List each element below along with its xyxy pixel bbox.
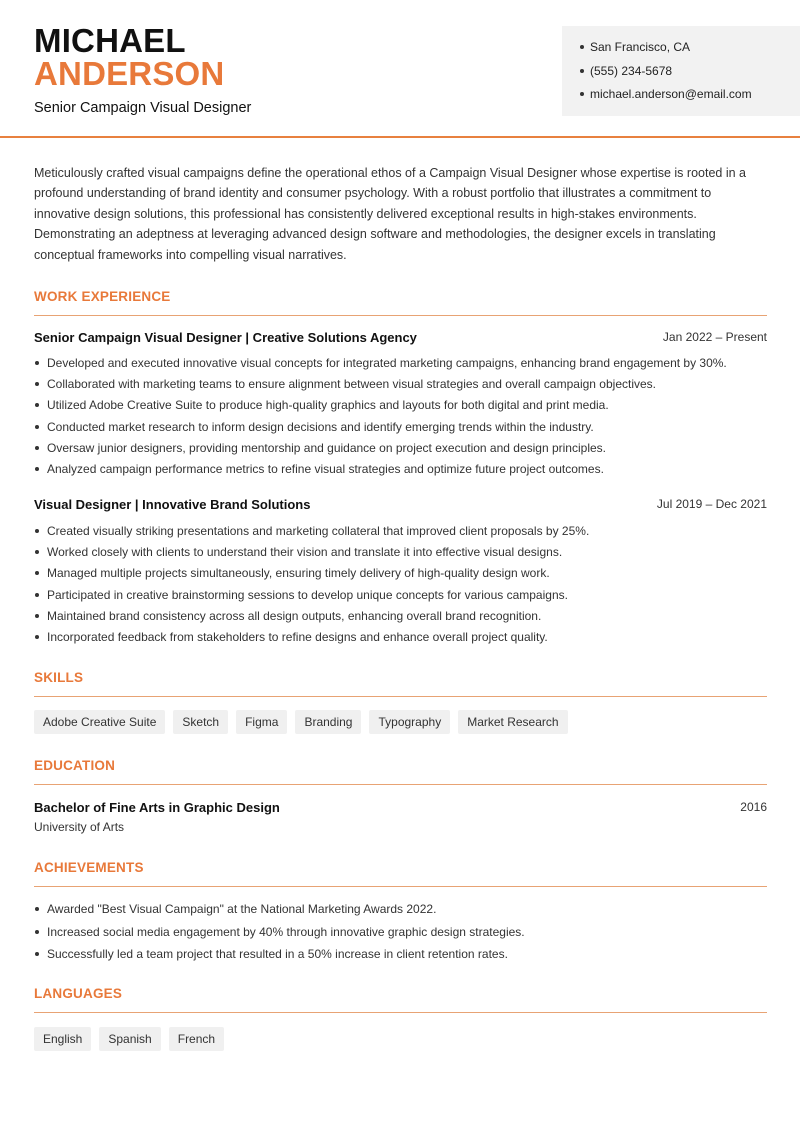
- resume-header: [0, 0, 800, 138]
- list-item: Awarded "Best Visual Campaign" at the National Marketing Awards 2022.: [34, 901, 767, 924]
- job-bullets: [34, 355, 767, 482]
- language-tag: French: [169, 1027, 224, 1051]
- skill-tag: Market Research: [458, 710, 567, 734]
- first-name: MICHAEL: [34, 22, 186, 59]
- list-item: Worked closely with clients to understand their vision and translate it into effective visual designs.: [34, 544, 767, 565]
- job-role: Visual Designer | Innovative Brand Solutions: [34, 497, 311, 512]
- job-date: Jan 2022 – Present: [662, 330, 767, 344]
- list-item: Utilized Adobe Creative Suite to produce high-quality graphics and layouts for both digital and print media.: [34, 397, 767, 418]
- education-degree: Bachelor of Fine Arts in Graphic Design: [34, 800, 280, 815]
- language-tag: Spanish: [99, 1027, 160, 1051]
- list-item: Managed multiple projects simultaneously, ensuring timely delivery of high-quality design work.: [34, 565, 767, 586]
- job-date: Jul 2019 – Dec 2021: [656, 497, 767, 511]
- summary-paragraph: Meticulously crafted visual campaigns define the operational ethos of a Campaign Visual Designer whose expertise is rooted in a profound understanding of brand identity and consumer psychology. With a robust portfolio that illustrates a commitment to innovative design solutions, this professional has consistently delivered exceptional results in high-stakes environments. Demonstrating an adeptness at leveraging advanced design software and methodologies, the designer excels in translating conceptual frameworks into compelling visual narratives.: [34, 166, 746, 262]
- contact-email: michael.anderson@email.com: [580, 86, 800, 110]
- language-tag: English: [34, 1027, 91, 1051]
- section-divider: [34, 886, 767, 887]
- list-item: Analyzed campaign performance metrics to refine visual strategies and optimize future project outcomes.: [34, 461, 767, 482]
- section-title-work: WORK EXPERIENCE: [34, 289, 171, 304]
- job-header: [34, 330, 767, 345]
- job-header: [34, 497, 767, 512]
- list-item: Oversaw junior designers, providing mentorship and guidance on project execution and design principles.: [34, 440, 767, 461]
- list-item: Created visually striking presentations and marketing collateral that improved client proposals by 25%.: [34, 523, 767, 544]
- section-title-skills: SKILLS: [34, 670, 84, 685]
- list-item: Collaborated with marketing teams to ensure alignment between visual strategies and overall campaign objectives.: [34, 376, 767, 397]
- list-item: Developed and executed innovative visual concepts for integrated marketing campaigns, enhancing brand engagement by 30%.: [34, 355, 767, 376]
- list-item: Participated in creative brainstorming sessions to develop unique concepts for various campaigns.: [34, 587, 767, 608]
- education-school: University of Arts: [34, 820, 125, 834]
- skill-tag: Figma: [236, 710, 287, 734]
- section-divider: [34, 696, 767, 697]
- education-header: [34, 800, 767, 815]
- skills-tags: [34, 710, 568, 734]
- achievements-list: [34, 901, 767, 969]
- job-role: Senior Campaign Visual Designer | Creative Solutions Agency: [34, 330, 417, 345]
- section-title-education: EDUCATION: [34, 758, 116, 773]
- section-divider: [34, 315, 767, 316]
- list-item: Maintained brand consistency across all design outputs, enhancing overall brand recognition.: [34, 608, 767, 629]
- skill-tag: Branding: [295, 710, 361, 734]
- job-title: Senior Campaign Visual Designer: [34, 100, 252, 116]
- skill-tag: Adobe Creative Suite: [34, 710, 165, 734]
- job-bullets: [34, 523, 767, 650]
- section-title-languages: LANGUAGES: [34, 986, 123, 1001]
- contact-phone: (555) 234-5678: [580, 63, 800, 87]
- list-item: Conducted market research to inform design decisions and identify emerging trends within the industry.: [34, 419, 767, 440]
- section-title-achievements: ACHIEVEMENTS: [34, 860, 144, 875]
- list-item: Successfully led a team project that resulted in a 50% increase in client retention rates.: [34, 946, 767, 969]
- skill-tag: Typography: [369, 710, 450, 734]
- section-divider: [34, 784, 767, 785]
- contact-box: [562, 26, 800, 116]
- list-item: Incorporated feedback from stakeholders to refine designs and enhance overall project quality.: [34, 629, 767, 650]
- last-name: ANDERSON: [34, 55, 225, 92]
- skill-tag: Sketch: [173, 710, 228, 734]
- section-divider: [34, 1012, 767, 1013]
- language-tags: [34, 1027, 224, 1051]
- education-year: 2016: [740, 800, 767, 814]
- contact-location: San Francisco, CA: [580, 39, 800, 63]
- list-item: Increased social media engagement by 40% through innovative graphic design strategies.: [34, 924, 767, 947]
